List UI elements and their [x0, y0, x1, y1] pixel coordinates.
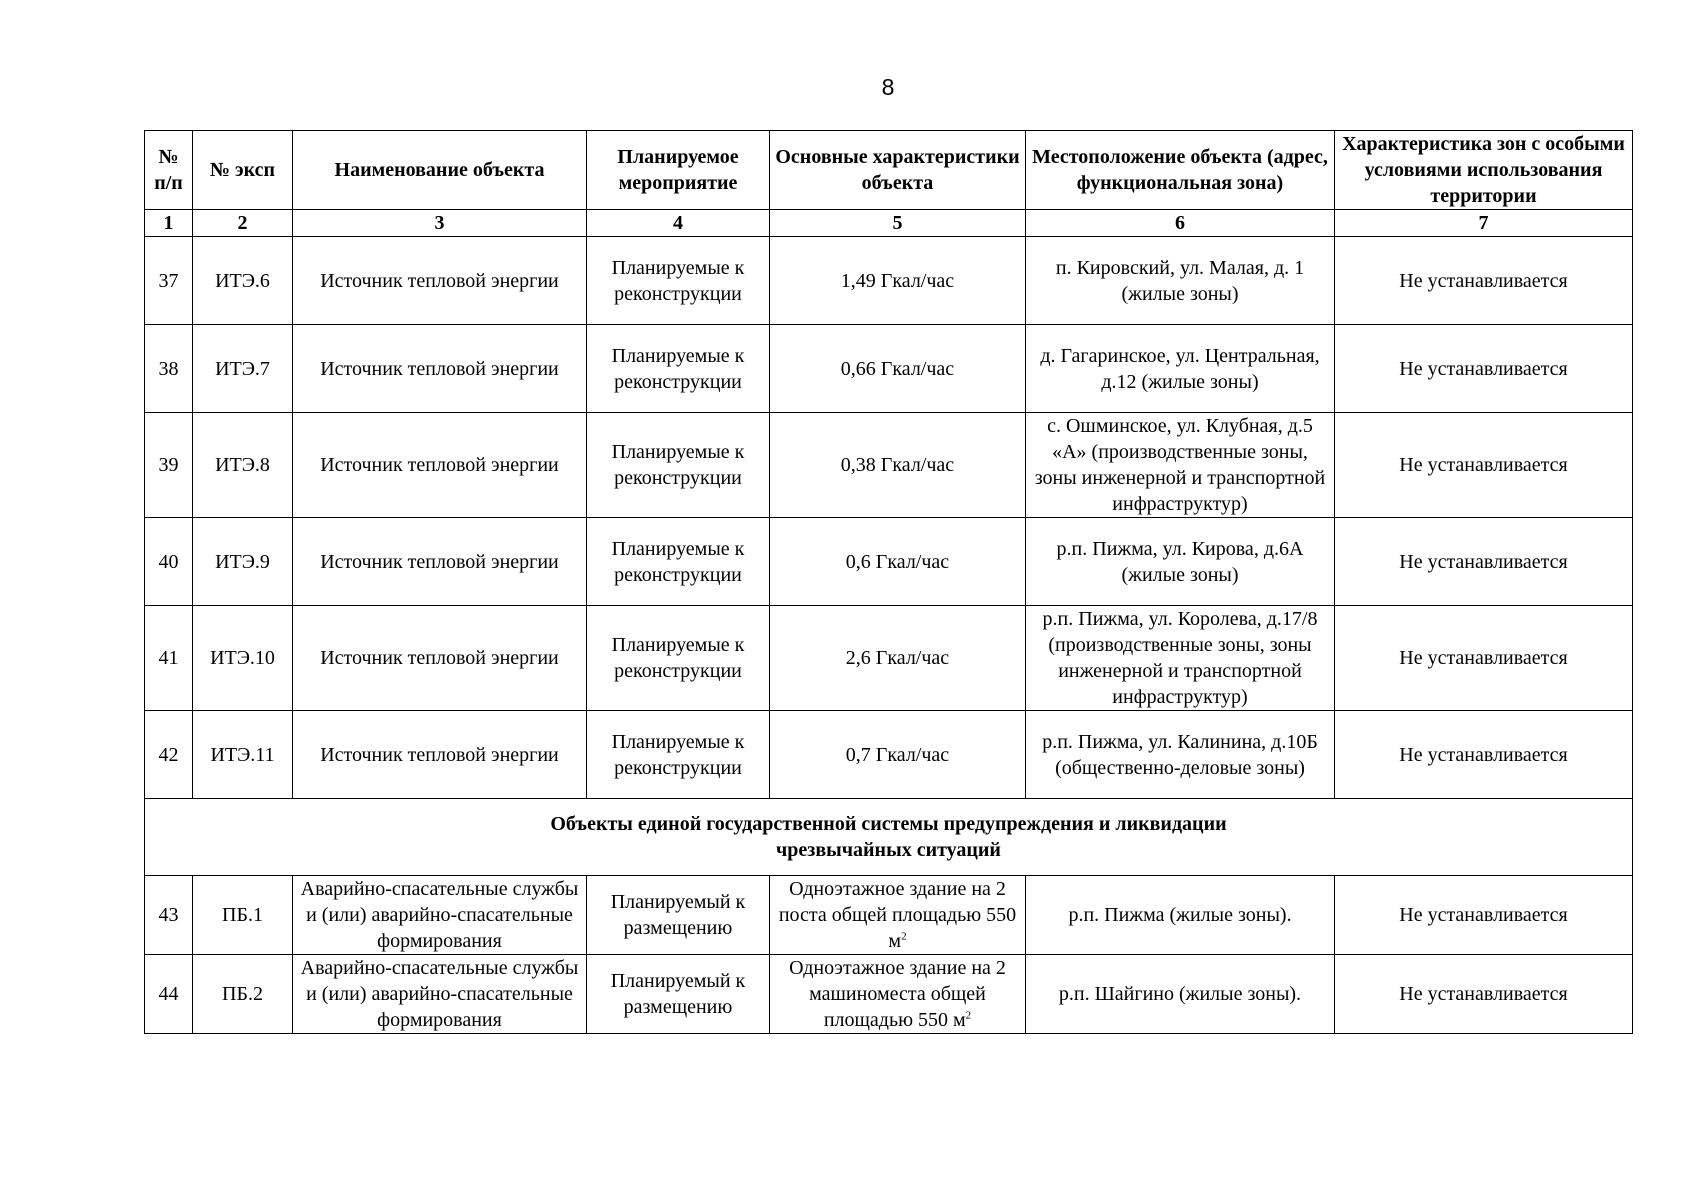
cell-zone: Не устанавливается [1335, 237, 1633, 325]
cell-location: р.п. Пижма, ул. Кирова, д.6А (жилые зоны) [1026, 518, 1335, 606]
cell-action: Планируемый к размещению [587, 955, 770, 1034]
cell-action: Планируемые к реконструкции [587, 518, 770, 606]
cell-spec: 2,6 Гкал/час [770, 606, 1026, 711]
cell-location: д. Гагаринское, ул. Центральная, д.12 (жилые зоны) [1026, 325, 1335, 413]
cell-zone: Не устанавливается [1335, 413, 1633, 518]
cell-location: п. Кировский, ул. Малая, д. 1 (жилые зоны) [1026, 237, 1335, 325]
cell-spec [770, 876, 1026, 955]
cell-name: Источник тепловой энергии [293, 413, 587, 518]
spec-superscript: 2 [901, 930, 907, 943]
cell-code: ИТЭ.11 [193, 711, 293, 799]
cell-zone: Не устанавливается [1335, 876, 1633, 955]
cell-name: Аварийно-спасательные службы и (или) аварийно-спасательные формирования [293, 876, 587, 955]
cell-name: Источник тепловой энергии [293, 518, 587, 606]
table-header-row [145, 131, 1633, 210]
table-row [145, 237, 1633, 325]
col-number: 3 [293, 210, 587, 237]
cell-action: Планируемые к реконструкции [587, 325, 770, 413]
table-row [145, 606, 1633, 711]
cell-zone: Не устанавливается [1335, 711, 1633, 799]
table-row [145, 325, 1633, 413]
cell-action: Планируемые к реконструкции [587, 237, 770, 325]
cell-code: ИТЭ.10 [193, 606, 293, 711]
cell-location: р.п. Пижма, ул. Королева, д.17/8 (производственные зоны, зоны инженерной и транспортной инфраструктур) [1026, 606, 1335, 711]
cell-num: 39 [145, 413, 193, 518]
cell-num: 37 [145, 237, 193, 325]
col-header-zone: Характеристика зон с особыми условиями использования территории [1335, 131, 1633, 210]
cell-spec: 0,38 Гкал/час [770, 413, 1026, 518]
cell-code: ИТЭ.8 [193, 413, 293, 518]
col-header-name: Наименование объекта [293, 131, 587, 210]
cell-code: ИТЭ.6 [193, 237, 293, 325]
table-row [145, 955, 1633, 1034]
objects-table [144, 130, 1633, 1034]
cell-zone: Не устанавливается [1335, 955, 1633, 1034]
table-row [145, 413, 1633, 518]
cell-zone: Не устанавливается [1335, 518, 1633, 606]
col-header-spec: Основные характеристики объекта [770, 131, 1026, 210]
cell-name: Источник тепловой энергии [293, 237, 587, 325]
cell-code: ПБ.2 [193, 955, 293, 1034]
cell-num: 42 [145, 711, 193, 799]
cell-zone: Не устанавливается [1335, 606, 1633, 711]
column-number-row [145, 210, 1633, 237]
cell-spec: 1,49 Гкал/час [770, 237, 1026, 325]
cell-action: Планируемые к реконструкции [587, 413, 770, 518]
cell-location: с. Ошминское, ул. Клубная, д.5 «А» (производственные зоны, зоны инженерной и транспортной инфраструктур) [1026, 413, 1335, 518]
table-row [145, 711, 1633, 799]
section-header-row [145, 799, 1633, 876]
cell-name: Аварийно-спасательные службы и (или) аварийно-спасательные формирования [293, 955, 587, 1034]
cell-name: Источник тепловой энергии [293, 711, 587, 799]
cell-name: Источник тепловой энергии [293, 606, 587, 711]
cell-spec: 0,7 Гкал/час [770, 711, 1026, 799]
cell-name: Источник тепловой энергии [293, 325, 587, 413]
cell-zone: Не устанавливается [1335, 325, 1633, 413]
col-number: 4 [587, 210, 770, 237]
cell-num: 43 [145, 876, 193, 955]
cell-code: ИТЭ.9 [193, 518, 293, 606]
cell-action: Планируемые к реконструкции [587, 606, 770, 711]
spec-text: Одноэтажное здание на 2 поста общей площадью 550 м [778, 878, 1017, 952]
col-header-location: Местоположение объекта (адрес, функциональная зона) [1026, 131, 1335, 210]
table-row [145, 876, 1633, 955]
col-number: 2 [193, 210, 293, 237]
cell-location: р.п. Пижма (жилые зоны). [1026, 876, 1335, 955]
cell-spec [770, 955, 1026, 1034]
cell-num: 40 [145, 518, 193, 606]
cell-code: ИТЭ.7 [193, 325, 293, 413]
col-header-code: № эксп [193, 131, 293, 210]
cell-num: 41 [145, 606, 193, 711]
section-title [145, 799, 1633, 876]
page-number: 8 [881, 74, 895, 100]
col-number: 7 [1335, 210, 1633, 237]
cell-spec: 0,6 Гкал/час [770, 518, 1026, 606]
table-row [145, 518, 1633, 606]
spec-text: Одноэтажное здание на 2 машиноместа общей площадью 550 м [789, 957, 1006, 1031]
cell-action: Планируемый к размещению [587, 876, 770, 955]
col-number: 1 [145, 210, 193, 237]
cell-action: Планируемые к реконструкции [587, 711, 770, 799]
section-title-text: Объекты единой государственной системы предупреждения и ликвидации чрезвычайных ситуаций [550, 813, 1227, 861]
cell-num: 44 [145, 955, 193, 1034]
spec-superscript: 2 [965, 1009, 972, 1022]
cell-code: ПБ.1 [193, 876, 293, 955]
col-number: 5 [770, 210, 1026, 237]
cell-num: 38 [145, 325, 193, 413]
col-header-action: Планируемое мероприятие [587, 131, 770, 210]
col-header-num: № п/п [145, 131, 193, 210]
col-number: 6 [1026, 210, 1335, 237]
cell-location: р.п. Пижма, ул. Калинина, д.10Б (общественно-деловые зоны) [1026, 711, 1335, 799]
cell-location: р.п. Шайгино (жилые зоны). [1026, 955, 1335, 1034]
cell-spec: 0,66 Гкал/час [770, 325, 1026, 413]
